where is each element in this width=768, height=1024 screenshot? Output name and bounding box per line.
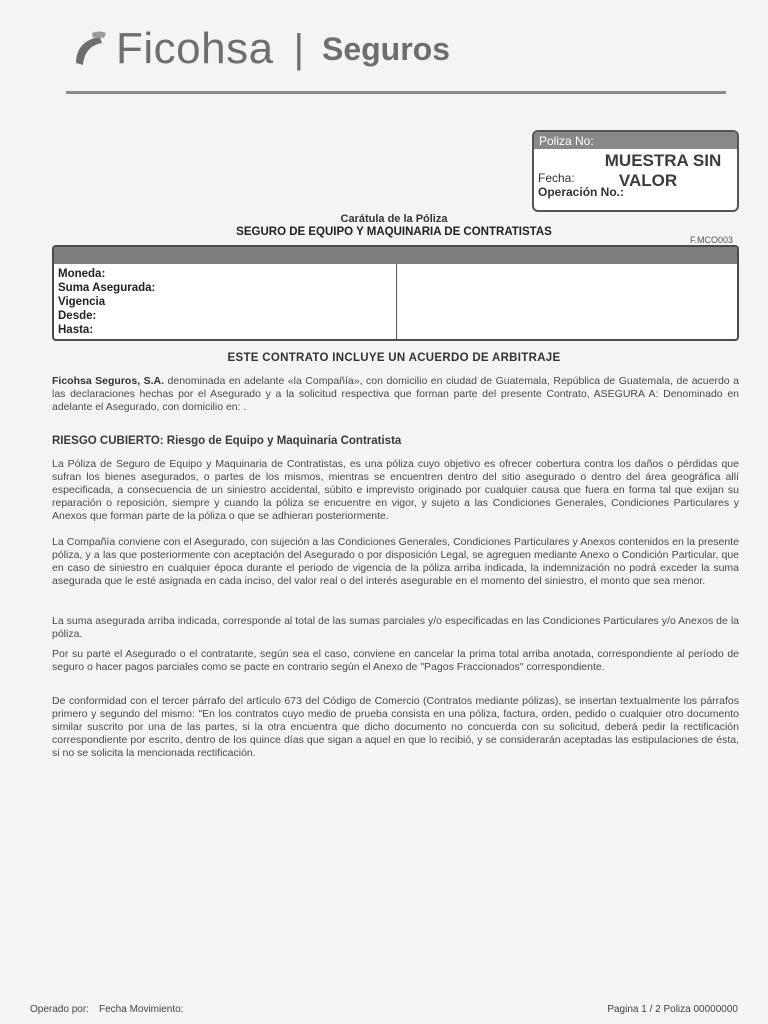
currency-label: Moneda: (58, 268, 106, 280)
operation-number-label: Operación No.: (538, 185, 625, 199)
sum-insured-label: Suma Asegurada: (58, 282, 156, 294)
sample-stamp-line2: VALOR (618, 171, 678, 190)
logo-separator: | (293, 26, 304, 71)
premium-paragraph: Por su parte el Asegurado o el contratante, según sea el caso, conviene en cancelar la prima total arriba anotada, correspondiente al período de seguro o hacer pagos parciales como se pacte en contrario según el Anexo de "Pagos Fraccionados" correspondiente. (52, 648, 739, 673)
intro-text: denominada en adelante «la Compañía», con domicilio en ciudad de Guatemala, República de Guatemala, de acuerdo a las declaraciones hechas por el Asegurado y a la solicitud respectiva que forman parte del presente Contrato, ASEGURA A: Denominado en adelante el Asegurado, con domicilio en: . (52, 375, 739, 413)
commerce-code-paragraph: De conformidad con el tercer párrafo del artículo 673 del Código de Comercio (Contratos mediante pólizas), se insertan textualmente los párrafos primero y segundo del mismo: "En los contratos cuyo medio de prueba consista en una póliza, factura, orden, pedido o cualquier otro documento similar suscrito por una de las partes, si la otra encuentra que dicho documento no concuerda con su solicitud, deberá pedir la rectificación correspondiente por escrito, dentro de los quince días que sigan a aquel en que lo recibió, y se considerarán aceptadas las estipulaciones de ésta, si no se solicita la mencionada rectificación. (52, 695, 739, 759)
indemnity-paragraph: La Compañía conviene con el Asegurado, con sujeción a las Condiciones Generales, Condiciones Particulares y Anexos contenidos en la presente póliza, y a las que posteriormente con aceptación del Asegurado o por disposición Legal, se agreguen mediante Anexo o Condición Particular, que en caso de siniestro en cualquier época durante el periodo de vigencia de la póliza arriba indicada, la indemnización no podrá exceder la suma asegurada que le esté asignada en cada inciso, del valor real o del interés asegurable en el momento del siniestro, el monto que sea menor. (52, 536, 739, 587)
insurance-type-title: SEGURO DE EQUIPO Y MAQUINARIA DE CONTRATISTAS (236, 226, 552, 238)
policy-data-box (52, 245, 739, 341)
header-divider (66, 91, 726, 94)
company-name: Ficohsa Seguros, S.A. (52, 375, 165, 387)
movement-date-label: Fecha Movimiento: (99, 1004, 184, 1015)
sum-insured-paragraph: La suma asegurada arriba indicada, corresponde al total de las sumas parciales y/o especificadas en las Condiciones Particulares y/o Anexos de la póliza. (52, 615, 739, 640)
intro-paragraph (52, 375, 739, 414)
logo-product-text: Seguros (321, 30, 450, 67)
operated-by-label: Operado por: (30, 1004, 89, 1015)
validity-label: Vigencia (58, 296, 106, 308)
policy-info-box (532, 130, 739, 212)
form-code: F.MCO003 (690, 235, 734, 245)
policy-number-label: Poliza No: (534, 132, 737, 149)
risk-covered-title: RIESGO CUBIERTO: Riesgo de Equipo y Maquinaria Contratista (52, 435, 402, 447)
data-values-column (397, 264, 737, 339)
logo-brand-text: Ficohsa (116, 24, 274, 73)
ficohsa-swoosh-icon (66, 29, 110, 69)
data-fields-column (54, 264, 397, 339)
ficohsa-logo (66, 14, 450, 84)
policy-date-label: Fecha: (538, 171, 575, 185)
from-label: Desde: (58, 310, 97, 322)
coverage-paragraph: La Póliza de Seguro de Equipo y Maquinaria de Contratistas, es una póliza cuyo objetivo es ofrecer cobertura contra los daños o pérdidas que sufran los bienes asegurados, o partes de los mismos, mientras se encuentren dentro del sitio asegurado o dentro del área geográfica allí especificada, a consecuencia de un siniestro accidental, súbito e imprevisto originado por cualquier causa que fuera en forma tal que exijan su reparación o reposición, siempre y cuando la póliza se encuentre en vigor, y sujeto a las Condiciones Generales, Condiciones Particulares y Anexos que forman parte de la póliza o que se adhieran posteriormente. (52, 458, 739, 522)
to-label: Hasta: (58, 324, 94, 336)
caratula-title: Carátula de la Póliza (340, 213, 448, 225)
data-box-header-bar (54, 247, 737, 264)
sample-stamp-line1: MUESTRA SIN (604, 151, 722, 170)
page-policy-number: Pagina 1 / 2 Poliza 00000000 (607, 1004, 738, 1015)
sample-stamp (588, 151, 738, 191)
arbitration-title: ESTE CONTRATO INCLUYE UN ACUERDO DE ARBITRAJE (227, 352, 561, 364)
